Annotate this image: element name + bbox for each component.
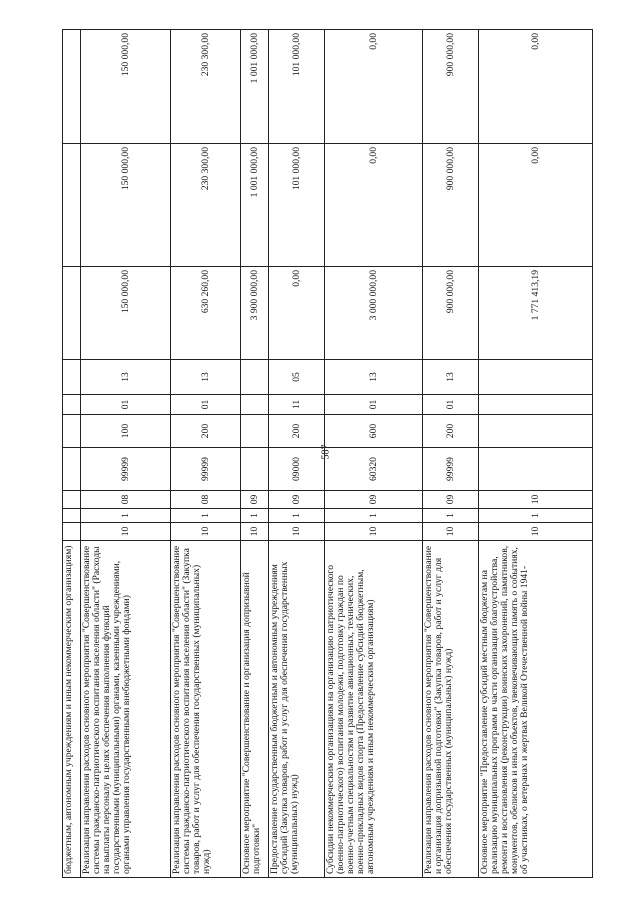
- code-cell: 99999: [423, 448, 479, 491]
- code-cell: [479, 395, 593, 415]
- code-cell: 10: [479, 523, 593, 541]
- code-cell: 05: [269, 360, 325, 395]
- code-cell: [479, 448, 593, 491]
- row-description: Основное мероприятие "Совершенствование и организация допризывной подготовки": [241, 541, 269, 878]
- code-cell: [479, 360, 593, 395]
- code-cell: 08: [171, 491, 241, 509]
- amount-cell: 0,00: [325, 30, 423, 144]
- code-cell: 60320: [325, 448, 423, 491]
- code-cell: [63, 509, 81, 523]
- code-cell: 09: [423, 491, 479, 509]
- row-description: бюджетным, автономным учреждениям и иным некоммерческим организациям): [63, 541, 81, 878]
- code-cell: [479, 415, 593, 448]
- code-cell: 09: [241, 491, 269, 509]
- code-cell: 10: [171, 523, 241, 541]
- code-cell: [63, 415, 81, 448]
- page-number: 587: [320, 444, 332, 460]
- code-cell: 200: [423, 415, 479, 448]
- amount-cell: [63, 267, 81, 360]
- amount-cell: 230 300,00: [171, 30, 241, 144]
- row-description: Реализация направления расходов основного мероприятия "Совершенствование системы гражданско-патриотического воспитания населения области" (Закупка товаров, работ и услуг для обеспечения государственных (муниципальных) нужд): [171, 541, 241, 878]
- code-cell: 01: [171, 395, 241, 415]
- code-cell: 13: [81, 360, 171, 395]
- budget-table: [62, 29, 593, 878]
- row-description: Субсидии некоммерческим организациям на организацию патриотического (военно-патриотического) воспитания молодежи, подготовку граждан по военно-учетным специальностям и развитие авиационных, технических, военно-прикладных видов спорта (Предоставление субсидий бюджетным, автономным учреждениям и иным некоммерческим организациям): [325, 541, 423, 878]
- code-cell: [63, 523, 81, 541]
- table-row: [269, 30, 325, 878]
- amount-cell: 0,00: [479, 144, 593, 267]
- table-row: [479, 30, 593, 878]
- amount-cell: 1 001 000,00: [241, 30, 269, 144]
- amount-cell: 150 000,00: [81, 30, 171, 144]
- code-cell: 100: [81, 415, 171, 448]
- code-cell: [241, 415, 269, 448]
- amount-cell: [63, 144, 81, 267]
- row-description: Основное мероприятие "Предоставление субсидий местным бюджетам на реализацию муниципальных программ в части организации благоустройства, ремонта и восстановления (реконструкции) воинских захоронений, памятников, монументов, обелисков и иных объектов, увековечивающих память о событиях, об участниках, о ветеранах и жертвах Великой Отечественной войны 1941-: [479, 541, 593, 878]
- amount-cell: 101 000,00: [269, 30, 325, 144]
- code-cell: 1: [325, 509, 423, 523]
- code-cell: 600: [325, 415, 423, 448]
- amount-cell: 630 260,00: [171, 267, 241, 360]
- amount-cell: 3 000 000,00: [325, 267, 423, 360]
- table-row: [423, 30, 479, 878]
- code-cell: [241, 360, 269, 395]
- amount-cell: 3 900 000,00: [241, 267, 269, 360]
- code-cell: 1: [269, 509, 325, 523]
- amount-cell: 1 771 413,19: [479, 267, 593, 360]
- rotated-page: [62, 30, 592, 878]
- amount-cell: 150 000,00: [81, 267, 171, 360]
- row-description: Предоставление государственным бюджетным и автономным учреждениям субсидий (Закупка товаров, работ и услуг для обеспечения государственных (муниципальных) нужд): [269, 541, 325, 878]
- code-cell: 10: [81, 523, 171, 541]
- table-row: [81, 30, 171, 878]
- code-cell: 200: [171, 415, 241, 448]
- code-cell: 01: [81, 395, 171, 415]
- amount-cell: 900 000,00: [423, 144, 479, 267]
- table-row: [325, 30, 423, 878]
- code-cell: [241, 395, 269, 415]
- amount-cell: 900 000,00: [423, 30, 479, 144]
- amount-cell: 0,00: [325, 144, 423, 267]
- code-cell: 11: [269, 395, 325, 415]
- code-cell: 1: [241, 509, 269, 523]
- code-cell: 1: [81, 509, 171, 523]
- code-cell: 13: [171, 360, 241, 395]
- code-cell: 10: [479, 491, 593, 509]
- code-cell: 1: [423, 509, 479, 523]
- code-cell: [241, 448, 269, 491]
- row-description: Реализация направления расходов основного мероприятия "Совершенствование и организация допризывной подготовки" (Закупка товаров, работ и услуг для обеспечения государственных (муниципальных) нужд): [423, 541, 479, 878]
- code-cell: 08: [81, 491, 171, 509]
- code-cell: 1: [479, 509, 593, 523]
- table-row: [63, 30, 81, 878]
- code-cell: 09000: [269, 448, 325, 491]
- code-cell: 09: [325, 491, 423, 509]
- amount-cell: 101 000,00: [269, 144, 325, 267]
- amount-cell: 0,00: [269, 267, 325, 360]
- row-description: Реализация направления расходов основного мероприятия "Совершенствование системы гражданско-патриотического воспитания населения области" (Расходы на выплаты персоналу в целях обеспечения выполнения функций государственными (муниципальными) органами, казенными учреждениями, органами управления государственными внебюджетными фондами): [81, 541, 171, 878]
- amount-cell: 230 300,00: [171, 144, 241, 267]
- code-cell: [63, 395, 81, 415]
- amount-cell: 150 000,00: [81, 144, 171, 267]
- amount-cell: 1 001 000,00: [241, 144, 269, 267]
- code-cell: 10: [423, 523, 479, 541]
- code-cell: [63, 360, 81, 395]
- code-cell: 200: [269, 415, 325, 448]
- code-cell: 1: [171, 509, 241, 523]
- code-cell: 99999: [81, 448, 171, 491]
- table-row: [241, 30, 269, 878]
- code-cell: 01: [325, 395, 423, 415]
- amount-cell: 900 000,00: [423, 267, 479, 360]
- table-row: [171, 30, 241, 878]
- code-cell: 10: [325, 523, 423, 541]
- code-cell: 10: [269, 523, 325, 541]
- code-cell: 10: [241, 523, 269, 541]
- code-cell: [63, 448, 81, 491]
- amount-cell: 0,00: [479, 30, 593, 144]
- code-cell: 99999: [171, 448, 241, 491]
- code-cell: 09: [269, 491, 325, 509]
- amount-cell: [63, 30, 81, 144]
- code-cell: 13: [423, 360, 479, 395]
- code-cell: [63, 491, 81, 509]
- code-cell: 01: [423, 395, 479, 415]
- code-cell: 13: [325, 360, 423, 395]
